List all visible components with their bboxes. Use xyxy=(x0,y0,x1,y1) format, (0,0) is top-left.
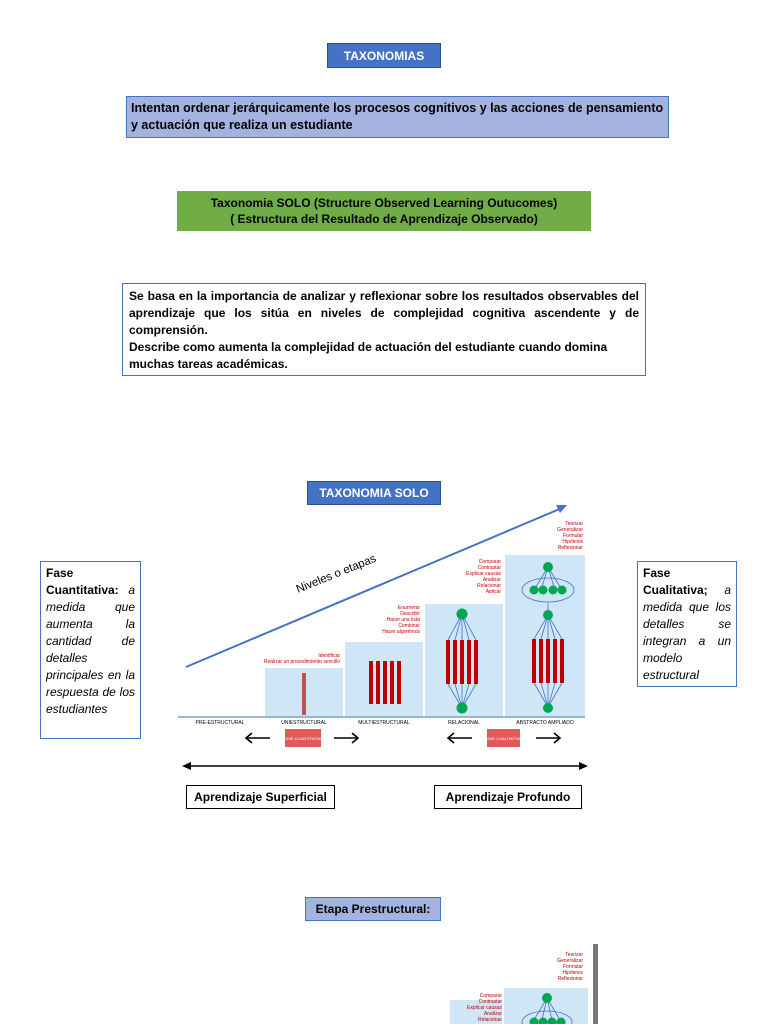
partial-vertical-rule xyxy=(593,944,598,1024)
verb-multi-5: Hacer algoritmos xyxy=(382,629,420,635)
solo-diagram-partial xyxy=(450,940,610,1024)
partial-verb-abs-5: Reflexionar xyxy=(557,976,583,982)
level-label-abs: ABSTRACTO AMPLIADO xyxy=(516,720,574,726)
phase-quant-label: FASE CUANTITATIVA xyxy=(283,736,323,741)
niveles-label: Niveles o etapas xyxy=(294,552,378,596)
fase-cuantitativa-title: Fase Cuantitativa: xyxy=(46,566,119,597)
intro-box: Intentan ordenar jerárquicamente los procesos cognitivos y las acciones de pensamiento y actuación que realiza un estudiante xyxy=(126,96,669,138)
verb-abs-2: Generalizar xyxy=(557,527,583,533)
level-label-uni: UNIESTRUCTURAL xyxy=(281,720,327,726)
verb-rel-6: Aplicar xyxy=(485,589,501,595)
partial-verb-rel-1: Comparar xyxy=(479,993,502,999)
panel-abstracto xyxy=(505,555,585,717)
verb-rel-4: Analizar xyxy=(482,577,501,583)
partial-verb-rel-3: Explicar causas xyxy=(466,1005,502,1011)
fase-cualitativa-box xyxy=(637,561,737,687)
verb-rel-1: Comparar xyxy=(478,559,501,565)
level-label-rel: RELACIONAL xyxy=(448,720,480,726)
verb-abs-1: Teorizar xyxy=(565,521,583,527)
verb-abs-3: Formular xyxy=(562,533,583,539)
description-box xyxy=(122,283,646,376)
partial-verb-abs-2: Generalizar xyxy=(557,958,583,964)
verb-uni-1: Identificar xyxy=(318,653,340,659)
verb-multi-2: Describir xyxy=(400,611,420,617)
fase-cuantitativa-box xyxy=(40,561,141,739)
fase-cuantitativa-body: a medida que aumenta la cantidad de detalles principales en la respuesta de los estudiantes xyxy=(46,583,135,716)
aprendizaje-superficial-label: Aprendizaje Superficial xyxy=(186,785,335,809)
description-p2: Describe como aumenta la complejidad de actuación del estudiante cuando domina muchas tareas académicas. xyxy=(129,340,608,371)
diagram-title: TAXONOMIA SOLO xyxy=(307,481,441,505)
fase-cualitativa-title: Fase Cualitativa; xyxy=(643,566,708,597)
bar-uni xyxy=(302,673,306,715)
solo-header xyxy=(177,191,591,231)
relacional-node-top xyxy=(457,609,468,620)
level-label-pre: PRE-ESTRUCTURAL xyxy=(195,720,245,726)
aprendizaje-profundo-label: Aprendizaje Profundo xyxy=(434,785,582,809)
verb-multi-3: Hacer una lista xyxy=(386,617,420,623)
verb-abs-4: Hipótesis xyxy=(562,539,583,545)
verb-multi-1: Enumerar xyxy=(398,605,420,611)
partial-verb-rel-2: Contrastar xyxy=(478,999,502,1005)
fase-cualitativa-body: a medida que los detalles se integran a un modelo estructural xyxy=(643,583,731,682)
verb-multi-4: Combinar xyxy=(398,623,420,629)
solo-diagram xyxy=(170,500,600,760)
verb-rel-2: Contrastar xyxy=(477,565,501,571)
partial-verb-abs-1: Teorizar xyxy=(565,952,583,958)
verb-rel-5: Relacionar xyxy=(477,583,501,589)
page-title: TAXONOMIAS xyxy=(327,43,441,68)
level-label-multi: MULTIESTRUCTURAL xyxy=(358,720,410,726)
verb-rel-3: Explicar causas xyxy=(465,571,501,577)
solo-header-line1: Taxonomia SOLO (Structure Observed Learning Outucomes) xyxy=(210,196,558,210)
phase-qual-label: FASE CUALITATIVA xyxy=(484,736,522,741)
verb-uni-2: Realizar un procedimiento sencillo xyxy=(263,659,340,665)
partial-verb-abs-3: Formular xyxy=(562,964,583,970)
relacional-node-bottom xyxy=(457,703,468,714)
partial-node-top xyxy=(542,993,552,1003)
learning-double-arrow xyxy=(180,757,590,775)
partial-verb-rel-5: Relacionar xyxy=(478,1017,502,1023)
description-p1: Se basa en la importancia de analizar y reflexionar sobre los resultados observables del aprendizaje que los sitúa en niveles de complejidad cognitiva ascendente y de comprensión. xyxy=(129,289,639,337)
stage-title: Etapa Prestructural: xyxy=(305,897,441,921)
solo-header-line2: ( Estructura del Resultado de Aprendizaje Observado) xyxy=(230,212,538,226)
partial-verb-rel-4: Analizar xyxy=(483,1011,502,1017)
verb-abs-5: Reflexionar xyxy=(557,545,583,551)
partial-verb-abs-4: Hipótesis xyxy=(562,970,583,976)
